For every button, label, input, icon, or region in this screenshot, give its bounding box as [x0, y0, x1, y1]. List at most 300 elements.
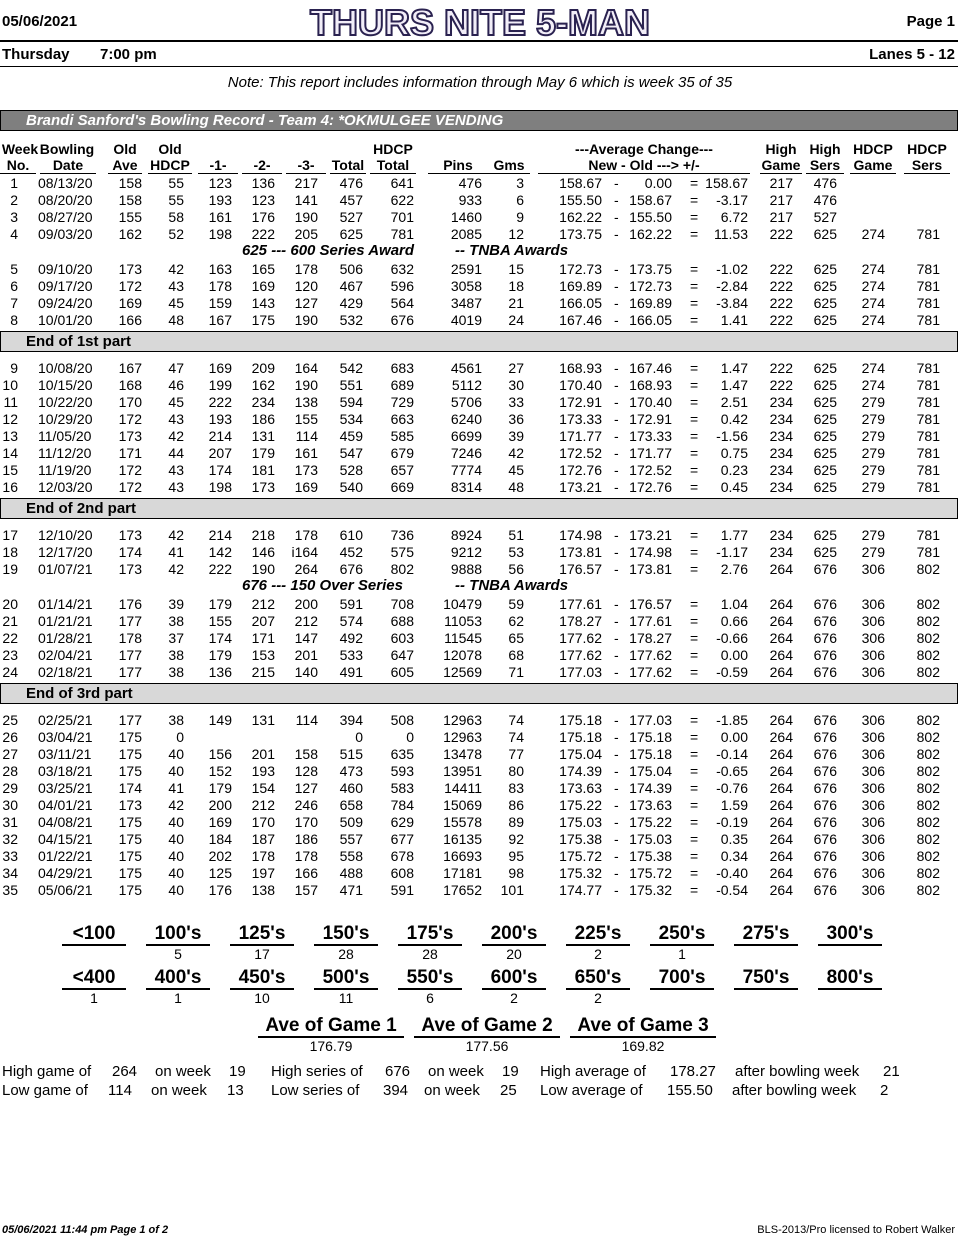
table-cell: 175: [118, 848, 142, 864]
table-cell: 625: [813, 527, 837, 543]
table-cell: 274: [861, 261, 885, 277]
game-range-label: <100: [62, 924, 126, 946]
table-cell: 02/04/21: [38, 647, 93, 663]
table-cell: 802: [916, 882, 940, 898]
table-cell: 676: [813, 831, 837, 847]
column-header: New - Old ---> +/-: [538, 157, 750, 174]
table-cell: 173.21: [559, 479, 602, 495]
table-cell: 802: [916, 865, 940, 881]
table-cell: 52: [168, 226, 184, 242]
minus-sign: -: [614, 814, 619, 830]
table-cell: 0.45: [720, 479, 748, 495]
equals-sign: =: [690, 647, 699, 663]
table-cell: 170.40: [559, 377, 602, 393]
table-cell: 173.33: [559, 411, 602, 427]
stat-low-game: 114: [108, 1082, 132, 1099]
table-cell: 452: [339, 544, 363, 560]
table-cell: 175.32: [629, 882, 672, 898]
table-cell: 162: [118, 226, 142, 242]
table-row: [0, 428, 960, 445]
stat-high-avg-week: 21: [883, 1063, 900, 1080]
table-cell: 217: [769, 209, 793, 225]
minus-sign: -: [614, 192, 619, 208]
table-row: [0, 814, 960, 831]
table-cell: 04/29/21: [38, 865, 93, 881]
minus-sign: -: [614, 664, 619, 680]
table-cell: 44: [168, 445, 184, 461]
table-cell: 16693: [443, 848, 482, 864]
column-header: HDCP: [853, 141, 893, 157]
table-cell: 35: [2, 882, 18, 898]
table-cell: 625: [813, 479, 837, 495]
table-cell: 162.22: [629, 226, 672, 242]
table-row: [0, 295, 960, 312]
table-cell: 12569: [443, 664, 482, 680]
table-cell: 274: [861, 226, 885, 242]
table-cell: 5112: [451, 377, 482, 393]
table-cell: 32: [2, 831, 18, 847]
table-cell: 143: [251, 295, 275, 311]
table-cell: 27: [2, 746, 18, 762]
table-cell: 136: [208, 664, 232, 680]
table-cell: 03/11/21: [38, 746, 92, 762]
table-row: [0, 763, 960, 780]
table-cell: 279: [861, 394, 885, 410]
table-cell: 802: [916, 746, 940, 762]
table-cell: 158: [294, 746, 318, 762]
table-cell: 40: [168, 831, 184, 847]
table-cell: 264: [769, 561, 793, 577]
league-title: THURS NITE 5-MAN: [310, 2, 650, 43]
table-cell: 781: [916, 226, 940, 242]
table-cell: 234: [769, 462, 793, 478]
minus-sign: -: [614, 561, 619, 577]
table-cell: 676: [813, 729, 837, 745]
table-cell: 679: [390, 445, 414, 461]
equals-sign: =: [690, 865, 699, 881]
table-cell: 676: [813, 613, 837, 629]
series-range-label: 700's: [650, 968, 714, 990]
equals-sign: =: [690, 544, 699, 560]
table-cell: 190: [251, 561, 275, 577]
table-cell: 306: [861, 596, 885, 612]
table-cell: 55: [168, 175, 184, 191]
table-cell: 190: [294, 209, 318, 225]
table-cell: 542: [339, 360, 363, 376]
table-cell: 9888: [450, 561, 482, 577]
table-cell: 279: [861, 544, 885, 560]
game-range-label: 225's: [566, 924, 630, 946]
stat-high-series-week: 19: [502, 1063, 519, 1080]
column-header: -1-: [198, 157, 238, 174]
table-cell: 781: [916, 527, 940, 543]
table-cell: 10/01/20: [38, 312, 93, 328]
stat-high-game-week: 19: [229, 1063, 246, 1080]
table-cell: 593: [390, 763, 414, 779]
table-cell: 174.98: [559, 527, 602, 543]
table-cell: 77: [508, 746, 524, 762]
table-cell: 120: [294, 278, 318, 294]
table-cell: 155.50: [559, 192, 602, 208]
table-cell: 19: [2, 561, 18, 577]
series-range-label: 800's: [818, 968, 882, 990]
table-cell: 0.42: [720, 411, 748, 427]
table-cell: 177.03: [559, 664, 602, 680]
table-cell: 11/05/20: [38, 428, 92, 444]
table-cell: 141: [294, 192, 318, 208]
table-cell: 222: [208, 394, 232, 410]
table-cell: 476: [813, 175, 837, 191]
table-cell: 625: [813, 278, 837, 294]
equals-sign: =: [690, 613, 699, 629]
table-cell: 164: [294, 360, 318, 376]
table-cell: 218: [251, 527, 275, 543]
table-cell: 173: [294, 462, 318, 478]
table-cell: 625: [813, 411, 837, 427]
table-cell: 01/28/21: [38, 630, 93, 646]
table-cell: 173.21: [629, 527, 672, 543]
table-cell: 0: [176, 729, 184, 745]
table-cell: 632: [390, 261, 414, 277]
table-cell: 4561: [450, 360, 482, 376]
footer-timestamp: 05/06/2021 11:44 pm Page 1 of 2: [2, 1224, 169, 1236]
table-row: [0, 746, 960, 763]
table-cell: 527: [813, 209, 837, 225]
table-cell: 473: [339, 763, 363, 779]
table-cell: 264: [769, 848, 793, 864]
table-cell: 10: [2, 377, 18, 393]
stat-high-game-label: High game of: [2, 1063, 92, 1080]
table-cell: 264: [769, 882, 793, 898]
equals-sign: =: [690, 664, 699, 680]
table-cell: 2591: [450, 261, 482, 277]
table-cell: 123: [208, 175, 232, 191]
award-org: -- TNBA Awards: [455, 242, 569, 259]
table-cell: 608: [390, 865, 414, 881]
table-cell: 264: [769, 729, 793, 745]
table-cell: 181: [251, 462, 275, 478]
table-cell: 547: [339, 445, 363, 461]
table-row: [0, 312, 960, 329]
report-date: 05/06/2021: [2, 13, 78, 30]
minus-sign: -: [614, 226, 619, 242]
table-cell: 174: [118, 780, 142, 796]
table-row: [0, 848, 960, 865]
table-cell: 26: [2, 729, 18, 745]
table-cell: 201: [251, 746, 275, 762]
table-cell: 179: [208, 596, 232, 612]
table-cell: 168: [118, 377, 142, 393]
table-cell: 306: [861, 814, 885, 830]
table-cell: 127: [294, 295, 318, 311]
column-header: Gms: [488, 157, 530, 174]
equals-sign: =: [690, 428, 699, 444]
table-cell: 193: [208, 411, 232, 427]
table-cell: 10479: [443, 596, 482, 612]
table-cell: 625: [339, 226, 363, 242]
table-cell: 394: [339, 712, 363, 728]
stat-low-series-label: Low series of: [271, 1082, 360, 1099]
table-row: [0, 527, 960, 544]
table-cell: 0.34: [720, 848, 748, 864]
table-cell: 27: [508, 360, 524, 376]
table-cell: 603: [390, 630, 414, 646]
table-cell: 306: [861, 746, 885, 762]
series-range-label: 650's: [566, 968, 630, 990]
table-cell: 802: [916, 729, 940, 745]
table-cell: 6.72: [720, 209, 748, 225]
table-row: [0, 664, 960, 681]
table-cell: 10/29/20: [38, 411, 93, 427]
table-cell: 5706: [450, 394, 482, 410]
table-cell: 802: [916, 712, 940, 728]
table-cell: 212: [251, 596, 275, 612]
table-cell: 25: [2, 712, 18, 728]
table-cell: 575: [390, 544, 414, 560]
table-row: [0, 831, 960, 848]
table-cell: 7246: [450, 445, 482, 461]
table-cell: 174: [208, 462, 232, 478]
table-cell: 175.18: [629, 746, 672, 762]
table-cell: 131: [251, 712, 275, 728]
table-cell: 234: [769, 544, 793, 560]
column-header: Game: [761, 157, 801, 173]
table-cell: 264: [294, 561, 318, 577]
table-cell: 676: [813, 746, 837, 762]
series-range-label: 500's: [314, 968, 378, 990]
table-cell: 179: [208, 647, 232, 663]
table-cell: 15: [508, 261, 524, 277]
table-cell: 177.03: [629, 712, 672, 728]
stat-low-series-week-label: on week: [424, 1082, 480, 1099]
table-cell: 13951: [443, 763, 482, 779]
series-range-count: 1: [174, 990, 182, 1006]
equals-sign: =: [690, 278, 699, 294]
table-cell: 177.62: [629, 664, 672, 680]
table-cell: 187: [251, 831, 275, 847]
bowler-banner-text: Brandi Sanford's Bowling Record - Team 4: *OKMULGEE VENDING: [26, 112, 504, 129]
table-cell: 169: [208, 814, 232, 830]
table-cell: 781: [916, 462, 940, 478]
game-range-count: 20: [506, 946, 522, 962]
bowler-banner: [0, 110, 958, 131]
table-cell: 781: [916, 544, 940, 560]
column-header: Week: [1, 141, 39, 157]
table-cell: 38: [168, 613, 184, 629]
table-cell: 31: [2, 814, 18, 830]
table-row: [0, 647, 960, 664]
table-cell: 175.04: [559, 746, 602, 762]
table-cell: 802: [916, 814, 940, 830]
table-cell: 165: [251, 261, 275, 277]
series-range-label: 450's: [230, 968, 294, 990]
minus-sign: -: [614, 630, 619, 646]
table-cell: 172: [118, 278, 142, 294]
table-cell: 214: [208, 428, 232, 444]
table-cell: 0.75: [720, 445, 748, 461]
minus-sign: -: [614, 544, 619, 560]
table-cell: -0.66: [716, 630, 748, 646]
table-cell: 59: [508, 596, 524, 612]
table-cell: 657: [390, 462, 414, 478]
table-cell: 457: [339, 192, 363, 208]
footer-license: BLS-2013/Pro licensed to Robert Walker: [757, 1224, 955, 1236]
table-cell: 114: [295, 428, 318, 444]
table-cell: 506: [339, 261, 363, 277]
table-cell: 36: [508, 411, 524, 427]
table-cell: 174.98: [629, 544, 672, 560]
table-cell: 197: [251, 865, 275, 881]
table-cell: 29: [2, 780, 18, 796]
column-header: HDCP: [148, 157, 192, 174]
stat-high-game-week-label: on week: [155, 1063, 211, 1080]
table-cell: 41: [168, 780, 184, 796]
table-cell: i164: [291, 544, 318, 560]
table-cell: 802: [916, 613, 940, 629]
equals-sign: =: [690, 226, 699, 242]
table-cell: 158.67: [629, 192, 672, 208]
table-cell: 47: [168, 360, 184, 376]
table-cell: 729: [390, 394, 414, 410]
table-cell: 177.61: [559, 596, 602, 612]
table-cell: 101: [500, 882, 524, 898]
table-cell: 306: [861, 865, 885, 881]
table-cell: 234: [769, 479, 793, 495]
table-cell: 39: [168, 596, 184, 612]
minus-sign: -: [614, 865, 619, 881]
table-cell: -0.65: [716, 763, 748, 779]
table-cell: 04/08/21: [38, 814, 93, 830]
table-cell: 647: [390, 647, 414, 663]
game-range-count: 28: [338, 946, 354, 962]
table-cell: 173: [118, 797, 142, 813]
page-number: Page 1: [906, 13, 955, 30]
minus-sign: -: [614, 175, 619, 191]
table-cell: 177.61: [629, 613, 672, 629]
minus-sign: -: [614, 261, 619, 277]
table-cell: 02/25/21: [38, 712, 93, 728]
table-cell: -3.17: [716, 192, 748, 208]
table-cell: 03/18/21: [38, 763, 93, 779]
table-cell: 11: [3, 394, 18, 410]
table-cell: -0.40: [716, 865, 748, 881]
equals-sign: =: [690, 848, 699, 864]
table-cell: 136: [251, 175, 275, 191]
table-cell: 18: [2, 544, 18, 560]
table-cell: 306: [861, 664, 885, 680]
table-cell: 9: [516, 209, 524, 225]
table-cell: 127: [294, 780, 318, 796]
table-cell: 1.59: [720, 797, 748, 813]
game-range-count: 28: [422, 946, 438, 962]
table-cell: 168.93: [629, 377, 672, 393]
table-cell: 98: [508, 865, 524, 881]
table-cell: 209: [251, 360, 275, 376]
column-header: HDCP: [373, 141, 413, 157]
table-cell: 42: [168, 797, 184, 813]
table-cell: 56: [508, 561, 524, 577]
table-cell: 175.38: [559, 831, 602, 847]
table-cell: 173.81: [559, 544, 602, 560]
table-cell: 138: [294, 394, 318, 410]
game-range-label: 150's: [314, 924, 378, 946]
table-cell: 701: [390, 209, 414, 225]
table-cell: 802: [390, 561, 414, 577]
table-cell: 17181: [443, 865, 482, 881]
table-row: [0, 865, 960, 882]
table-cell: 264: [769, 746, 793, 762]
table-cell: 625: [813, 360, 837, 376]
table-row: [0, 394, 960, 411]
table-cell: -1.85: [716, 712, 748, 728]
table-cell: 460: [339, 780, 363, 796]
table-cell: 178.27: [629, 630, 672, 646]
table-cell: 540: [339, 479, 363, 495]
table-cell: 177: [118, 664, 142, 680]
table-cell: 625: [813, 445, 837, 461]
part-divider-label: End of 2nd part: [26, 500, 136, 517]
table-cell: 676: [813, 882, 837, 898]
table-cell: 306: [861, 797, 885, 813]
table-cell: 202: [208, 848, 232, 864]
table-cell: 153: [251, 647, 275, 663]
table-cell: 802: [916, 561, 940, 577]
table-cell: 167.46: [559, 312, 602, 328]
table-cell: 306: [861, 848, 885, 864]
table-cell: 74: [508, 712, 524, 728]
table-cell: 676: [813, 647, 837, 663]
table-cell: 157: [294, 882, 318, 898]
minus-sign: -: [614, 882, 619, 898]
table-cell: 167: [118, 360, 142, 376]
table-cell: 175: [118, 831, 142, 847]
table-cell: 172.76: [559, 462, 602, 478]
game-range-count: 5: [174, 946, 182, 962]
table-cell: 08/20/20: [38, 192, 93, 208]
table-cell: 172: [118, 479, 142, 495]
table-cell: 217: [769, 175, 793, 191]
table-cell: 12078: [443, 647, 482, 663]
table-cell: 176: [251, 209, 275, 225]
minus-sign: -: [614, 527, 619, 543]
minus-sign: -: [614, 360, 619, 376]
table-cell: 175.32: [559, 865, 602, 881]
equals-sign: =: [690, 746, 699, 762]
column-header: Old: [158, 141, 182, 157]
table-cell: 217: [294, 175, 318, 191]
table-cell: 13478: [443, 746, 482, 762]
table-cell: 04/01/21: [38, 797, 93, 813]
stat-low-series: 394: [383, 1082, 409, 1099]
table-cell: 175: [118, 814, 142, 830]
table-cell: 234: [769, 394, 793, 410]
part-divider: [0, 683, 958, 704]
table-row: [0, 630, 960, 647]
table-cell: 65: [508, 630, 524, 646]
table-cell: 246: [294, 797, 318, 813]
table-cell: 222: [769, 360, 793, 376]
table-cell: 170: [118, 394, 142, 410]
table-cell: 38: [168, 647, 184, 663]
table-cell: 802: [916, 848, 940, 864]
minus-sign: -: [614, 831, 619, 847]
table-row: [0, 712, 960, 729]
table-cell: 234: [769, 445, 793, 461]
table-cell: 306: [861, 613, 885, 629]
table-row: [0, 613, 960, 630]
minus-sign: -: [614, 746, 619, 762]
table-cell: 781: [916, 479, 940, 495]
